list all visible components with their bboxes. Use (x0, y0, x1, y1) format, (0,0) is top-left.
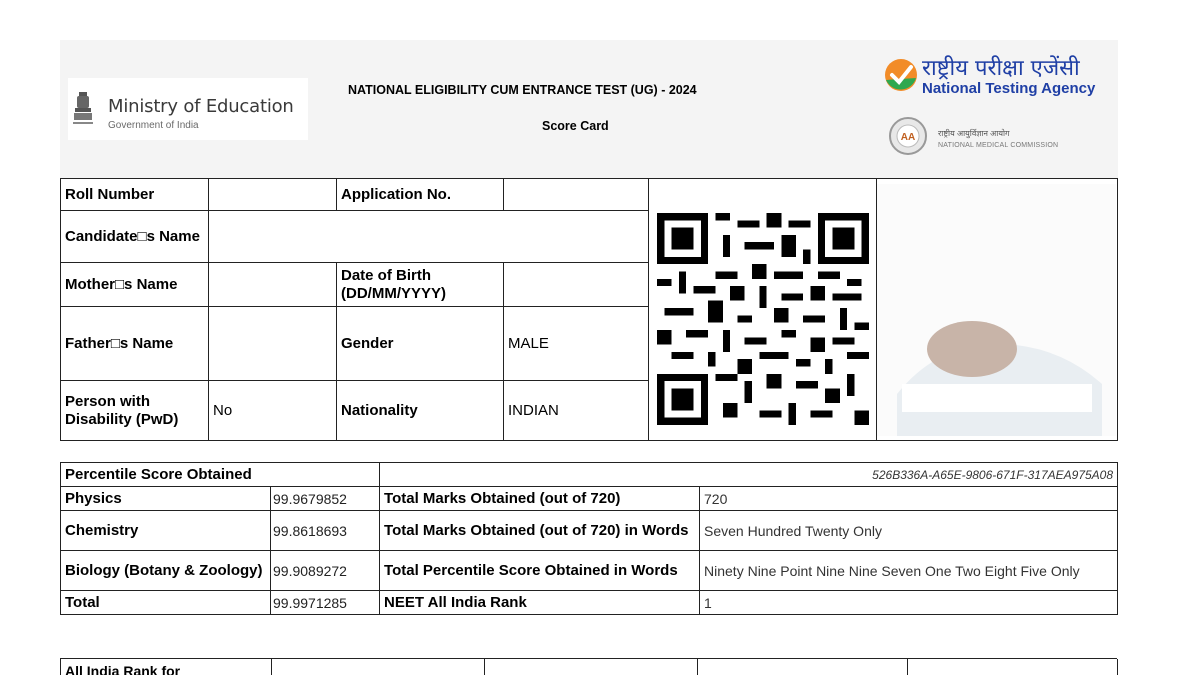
all-india-rank-label: All India Rank for (65, 663, 181, 675)
candidate-name-value (209, 211, 649, 263)
exam-title: NATIONAL ELIGIBILITY CUM ENTRANCE TEST (UG) - 2024 (348, 83, 697, 97)
column-divider (697, 659, 698, 675)
column-divider (1117, 659, 1118, 675)
candidate-name-label: Candidate□s Name (61, 211, 209, 263)
gender-value: MALE (504, 307, 649, 381)
subject-name: Total (61, 591, 271, 615)
roll-number-label: Roll Number (61, 179, 209, 211)
roll-number-value (209, 179, 337, 211)
subject-name: Physics (61, 487, 271, 511)
column-divider (484, 659, 485, 675)
subject-name: Biology (Botany & Zoology) (61, 551, 271, 591)
result-label: Total Marks Obtained (out of 720) (380, 487, 700, 511)
gender-label: Gender (337, 307, 504, 381)
nta-logo (882, 52, 1118, 172)
nationality-label: Nationality (337, 381, 504, 441)
mother-name-value (209, 263, 337, 307)
subject-percentile: 99.9679852 (271, 487, 380, 511)
candidate-photo (877, 179, 1118, 441)
scorecard-uuid: 526B336A-A65E-9806-671F-317AEA975A08 (380, 463, 1118, 487)
column-divider (271, 659, 272, 675)
ministry-subtitle: Government of India (108, 120, 199, 131)
check-badge-icon (884, 58, 918, 92)
table-row (61, 551, 1118, 591)
dob-label: Date of Birth (DD/MM/YYYY) (337, 263, 504, 307)
photo-placeholder-icon (877, 184, 1116, 436)
nationality-value: INDIAN (504, 381, 649, 441)
score-card-header (60, 40, 1118, 178)
nmc-seal-icon (888, 116, 928, 156)
pwd-value: No (209, 381, 337, 441)
table-row (61, 463, 1118, 487)
table-row (61, 487, 1118, 511)
pwd-label: Person with Disability (PwD) (61, 381, 209, 441)
subject-percentile: 99.8618693 (271, 511, 380, 551)
nta-english-name: National Testing Agency (922, 80, 1096, 97)
table-row (61, 511, 1118, 551)
application-no-value (504, 179, 649, 211)
table-row (61, 591, 1118, 615)
mother-name-label: Mother□s Name (61, 263, 209, 307)
national-emblem-icon (72, 90, 94, 128)
subject-percentile: 99.9089272 (271, 551, 380, 591)
qr-code-cell (649, 179, 877, 441)
nmc-hindi-name: राष्ट्रीय आयुर्विज्ञान आयोग (938, 129, 1010, 138)
result-value: Ninety Nine Point Nine Nine Seven One Two Eight Five Only (700, 551, 1118, 591)
table-row (61, 179, 1118, 211)
result-label: NEET All India Rank (380, 591, 700, 615)
subject-percentile: 99.9971285 (271, 591, 380, 615)
father-name-value (209, 307, 337, 381)
scores-table (60, 462, 1118, 615)
result-value: 1 (700, 591, 1118, 615)
ministry-logo (68, 78, 308, 140)
document-title: Score Card (542, 119, 609, 133)
dob-value (504, 263, 649, 307)
result-label: Total Marks Obtained (out of 720) in Words (380, 511, 700, 551)
nmc-english-name: NATIONAL MEDICAL COMMISSION (938, 142, 1059, 149)
father-name-label: Father□s Name (61, 307, 209, 381)
result-value: Seven Hundred Twenty Only (700, 511, 1118, 551)
percentile-heading: Percentile Score Obtained (61, 463, 380, 487)
column-divider (907, 659, 908, 675)
candidate-details-table (60, 178, 1118, 441)
svg-text:AA: AA (900, 132, 916, 143)
all-india-rank-row (60, 658, 1117, 675)
subject-name: Chemistry (61, 511, 271, 551)
ministry-title: Ministry of Education (108, 96, 294, 117)
nta-hindi-name: राष्ट्रीय परीक्षा एजेंसी (922, 56, 1080, 81)
application-no-label: Application No. (337, 179, 504, 211)
result-label: Total Percentile Score Obtained in Words (380, 551, 700, 591)
qr-code-icon (657, 213, 869, 425)
result-value: 720 (700, 487, 1118, 511)
